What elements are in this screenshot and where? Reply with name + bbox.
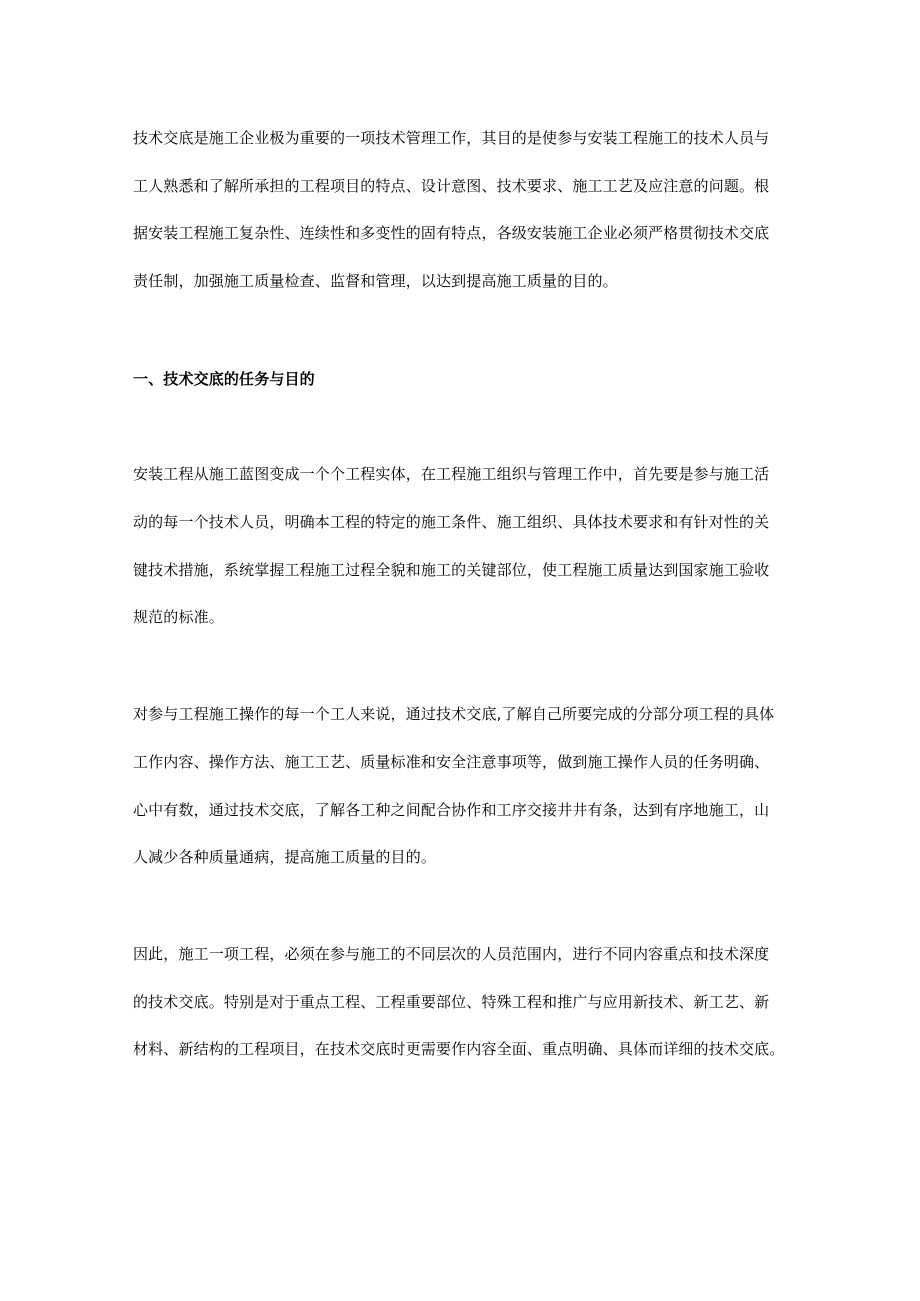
paragraph-1-line-2: 工人熟悉和了解所承担的工程项目的特点、设计意图、技术要求、施工工艺及应注意的问题。根 bbox=[133, 177, 770, 195]
paragraph-1-line-3: 据安装工程施工复杂性、连续性和多变性的固有特点，各级安装施工企业必须严格贯彻技术交底 bbox=[133, 224, 770, 242]
paragraph-1-line-4: 责任制，加强施工质量检查、监督和管理，以达到提高施工质量的目的。 bbox=[133, 272, 618, 290]
paragraph-4-line-1: 因此，施工一项工程，必须在参与施工的不同层次的人员范围内，进行不同内容重点和技术深度 bbox=[133, 945, 770, 963]
paragraph-2-line-3: 键技术措施，系统掌握工程施工过程全貌和施工的关键部位，使工程施工质量达到国家施工验收 bbox=[133, 561, 770, 579]
paragraph-2-line-2: 动的每一个技术人员，明确本工程的特定的施工条件、施工组织、具体技术要求和有针对性的关 bbox=[133, 513, 770, 531]
paragraph-2-line-4: 规范的标准。 bbox=[133, 608, 224, 626]
paragraph-3-line-3: 心中有数，通过技术交底，了解各工种之间配合协作和工序交接井井有条，达到有序地施工，山 bbox=[133, 801, 770, 819]
paragraph-1-line-1: 技术交底是施工企业极为重要的一项技术管理工作，其目的是使参与安装工程施工的技术人员与 bbox=[133, 129, 770, 147]
paragraph-3-line-2: 工作内容、操作方法、施工工艺、质量标准和安全注意事项等，做到施工操作人员的任务明确、 bbox=[133, 753, 770, 771]
paragraph-2-line-1: 安装工程从施工蓝图变成一个个工程实体，在工程施工组织与管理工作中，首先要是参与施工活 bbox=[133, 465, 770, 483]
paragraph-4-line-3: 材料、新结构的工程项目，在技术交底时更需要作内容全面、重点明确、具体而详细的技术交底。 bbox=[133, 1040, 785, 1058]
paragraph-3-line-1: 对参与工程施工操作的每一个工人来说，通过技术交底,了解自己所要完成的分部分项工程的具体 bbox=[133, 705, 775, 723]
paragraph-4-line-2: 的技术交底。特别是对于重点工程、工程重要部位、特殊工程和推广与应用新技术、新工艺、新 bbox=[133, 993, 770, 1011]
section-heading: 一、技术交底的任务与目的 bbox=[133, 370, 315, 388]
paragraph-3-line-4: 人减少各种质量通病，提高施工质量的目的。 bbox=[133, 848, 437, 866]
